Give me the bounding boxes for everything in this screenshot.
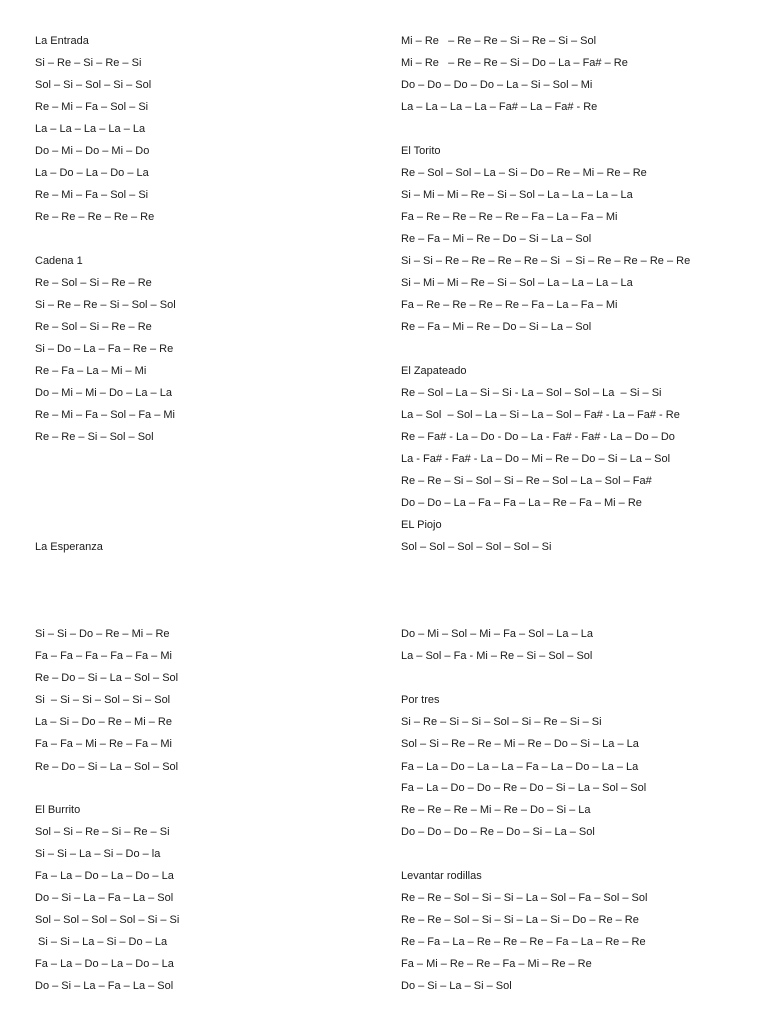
text-line: Re – Mi – Fa – Sol – Fa – Mi bbox=[35, 409, 175, 421]
text-line: Re – Re – Re – Mi – Re – Do – Si – La bbox=[401, 804, 591, 816]
text-line: Si – Re – Si – Si – Sol – Si – Re – Si – Si bbox=[401, 716, 602, 728]
text-line: Do – Si – La – Fa – La – Sol bbox=[35, 980, 174, 992]
text-line: Si – Si – La – Si – Do – La bbox=[35, 936, 168, 948]
text-line: EL Piojo bbox=[401, 519, 442, 531]
text-line: La – Sol – Sol – La – Si – La – Sol – Fa# - La – Fa# - Re bbox=[401, 409, 680, 421]
text-line: Sol – Sol – Sol – Sol – Sol – Si bbox=[401, 541, 552, 553]
text-line: La Entrada bbox=[35, 35, 89, 47]
text-line: Do – Mi – Sol – Mi – Fa – Sol – La – La bbox=[401, 628, 593, 640]
text-line: Re – Do – Si – La – Sol – Sol bbox=[35, 672, 179, 684]
text-line: Fa – Re – Re – Re – Re – Fa – La – Fa – Mi bbox=[401, 299, 618, 311]
text-line: Si – Si – La – Si – Do – la bbox=[35, 848, 161, 860]
text-line: La – Si – Do – Re – Mi – Re bbox=[35, 716, 172, 728]
text-line: Do – Si – La – Si – Sol bbox=[401, 980, 512, 992]
text-line: Re – Sol – Si – Re – Re bbox=[35, 277, 152, 289]
text-line: Re – Re – Re – Re – Re bbox=[35, 211, 155, 223]
text-line: Si – Mi – Mi – Re – Si – Sol – La – La – La – La bbox=[401, 277, 633, 289]
text-line: Sol – Sol – Sol – Sol – Si – Si bbox=[35, 914, 180, 926]
text-line: Re – Fa – Mi – Re – Do – Si – La – Sol bbox=[401, 321, 592, 333]
text-line: La - Fa# - Fa# - La – Do – Mi – Re – Do – Si – La – Sol bbox=[401, 453, 671, 465]
text-line: Re – Re – Sol – Si – Si – La – Si – Do – Re – Re bbox=[401, 914, 639, 926]
text-line: Re – Fa – La – Re – Re – Re – Fa – La – Re – Re bbox=[401, 936, 646, 948]
text-line: Re – Sol – Sol – La – Si – Do – Re – Mi – Re – Re bbox=[401, 167, 647, 179]
text-line: La – Do – La – Do – La bbox=[35, 167, 149, 179]
text-line: La Esperanza bbox=[35, 541, 103, 553]
text-line: Si – Si – Si – Sol – Si – Sol bbox=[35, 694, 171, 706]
text-line: Re – Fa – Mi – Re – Do – Si – La – Sol bbox=[401, 233, 592, 245]
text-line: Re – Fa# - La – Do - Do – La - Fa# - Fa# - La – Do – Do bbox=[401, 431, 675, 443]
text-line: La – La – La – La – La bbox=[35, 123, 146, 135]
text-line: Sol – Si – Re – Si – Re – Si bbox=[35, 826, 170, 838]
text-line: Fa – Re – Re – Re – Re – Fa – La – Fa – Mi bbox=[401, 211, 618, 223]
text-line: El Torito bbox=[401, 145, 441, 157]
text-line: Fa – La – Do – La – La – Fa – La – Do – La – La bbox=[401, 761, 639, 773]
text-line: Do – Mi – Mi – Do – La – La bbox=[35, 387, 172, 399]
text-line: Re – Re – Si – Sol – Si – Re – Sol – La – Sol – Fa# bbox=[401, 475, 652, 487]
text-line: Si – Si – Do – Re – Mi – Re bbox=[35, 628, 170, 640]
text-line: Do – Do – Do – Re – Do – Si – La – Sol bbox=[401, 826, 595, 838]
text-line: Si – Re – Re – Si – Sol – Sol bbox=[35, 299, 176, 311]
text-line: Do – Do – La – Fa – Fa – La – Re – Fa – Mi – Re bbox=[401, 497, 642, 509]
text-line: Si – Do – La – Fa – Re – Re bbox=[35, 343, 174, 355]
text-line: Fa – La – Do – La – Do – La bbox=[35, 958, 174, 970]
text-line: Re – Re – Si – Sol – Sol bbox=[35, 431, 154, 443]
text-line: Re – Fa – La – Mi – Mi bbox=[35, 365, 147, 377]
text-line: Re – Sol – Si – Re – Re bbox=[35, 321, 152, 333]
text-line: Do – Do – Do – Do – La – Si – Sol – Mi bbox=[401, 79, 593, 91]
text-line: La – Sol – Fa - Mi – Re – Si – Sol – Sol bbox=[401, 650, 593, 662]
text-line: Do – Mi – Do – Mi – Do bbox=[35, 145, 150, 157]
text-line: Re – Re – Sol – Si – Si – La – Sol – Fa – Sol – Sol bbox=[401, 892, 648, 904]
text-line: Re – Mi – Fa – Sol – Si bbox=[35, 101, 149, 113]
text-line: Si – Si – Re – Re – Re – Re – Si – Si – Re – Re – Re – Re bbox=[401, 255, 691, 267]
text-line: La – La – La – La – Fa# – La – Fa# - Re bbox=[401, 101, 598, 113]
text-line: Fa – Fa – Mi – Re – Fa – Mi bbox=[35, 738, 172, 750]
text-line: Fa – Fa – Fa – Fa – Fa – Mi bbox=[35, 650, 172, 662]
text-line: Re – Sol – La – Si – Si - La – Sol – Sol – La – Si – Si bbox=[401, 387, 662, 399]
text-line: Sol – Si – Sol – Si – Sol bbox=[35, 79, 152, 91]
text-line: Fa – Mi – Re – Re – Fa – Mi – Re – Re bbox=[401, 958, 592, 970]
text-line: Levantar rodillas bbox=[401, 870, 482, 882]
text-line: Si – Mi – Mi – Re – Si – Sol – La – La – La – La bbox=[401, 189, 633, 201]
text-line: Re – Do – Si – La – Sol – Sol bbox=[35, 761, 179, 773]
text-line: Fa – La – Do – Do – Re – Do – Si – La – Sol – Sol bbox=[401, 782, 647, 794]
text-line: Mi – Re – Re – Re – Si – Do – La – Fa# – Re bbox=[401, 57, 628, 69]
text-line: El Zapateado bbox=[401, 365, 467, 377]
text-line: Por tres bbox=[401, 694, 440, 706]
text-line: Sol – Si – Re – Re – Mi – Re – Do – Si – La – La bbox=[401, 738, 639, 750]
text-line: Cadena 1 bbox=[35, 255, 83, 267]
text-line: Mi – Re – Re – Re – Si – Re – Si – Sol bbox=[401, 35, 597, 47]
text-line: Si – Re – Si – Re – Si bbox=[35, 57, 142, 69]
text-line: Re – Mi – Fa – Sol – Si bbox=[35, 189, 149, 201]
text-line: Do – Si – La – Fa – La – Sol bbox=[35, 892, 174, 904]
text-line: Fa – La – Do – La – Do – La bbox=[35, 870, 174, 882]
text-line: El Burrito bbox=[35, 804, 81, 816]
